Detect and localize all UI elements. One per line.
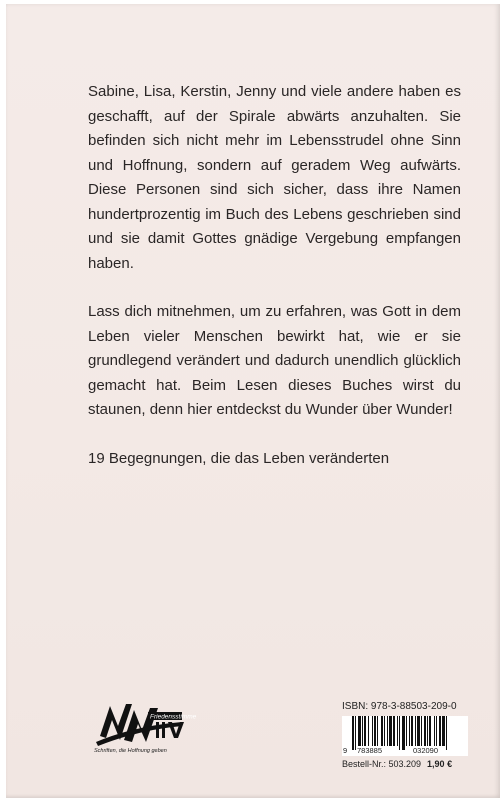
barcode-bar [402, 716, 405, 750]
order-number: Bestell-Nr.: 503.209 [342, 759, 422, 769]
publisher-logo-text: Friedensstimme [150, 713, 197, 721]
barcode-bar [415, 716, 416, 746]
barcode-bar [393, 716, 395, 746]
barcode-bar [384, 716, 385, 746]
barcode-bar [355, 716, 356, 750]
barcode-digits-right: 032090 [413, 746, 439, 755]
barcode [342, 716, 468, 756]
barcode-bar [364, 716, 366, 746]
barcode-bar [427, 716, 428, 746]
barcode-bar [387, 716, 388, 746]
price: 1,90 € [427, 759, 453, 769]
barcode-icon [342, 716, 468, 750]
barcode-bar [397, 716, 398, 746]
barcode-bar [362, 716, 363, 746]
barcode-bar [409, 716, 410, 746]
publisher-logo-icon [94, 696, 197, 748]
blurb-paragraph-1: Sabine, Lisa, Kerstin, Jenny und viele andere haben es geschafft, auf der Spirale abwärts anzuhalten. Sie befinden sich nicht mehr im Lebensstrudel ohne Sinn und Hoffnung, sondern auf geradem Weg aufwärts. Diese Personen sind sich sicher, dass ihre Namen hundertprozentig im Buch des Lebens geschrieben sind und sie damit Gottes gnädige Vergebung empfangen haben. [88, 83, 461, 272]
barcode-digits [342, 746, 468, 756]
barcode-bar [406, 716, 407, 746]
barcode-bar [439, 716, 441, 746]
barcode-digit-first: 9 [343, 746, 348, 755]
barcode-bar [421, 716, 422, 746]
order-line [342, 759, 472, 769]
barcode-bar [417, 716, 420, 746]
barcode-bar [446, 716, 447, 750]
barcode-digits-left: 783885 [357, 746, 383, 755]
barcode-bar [372, 716, 373, 746]
barcode-bar [381, 716, 383, 746]
blurb-paragraph-2: Lass dich mitnehmen, um zu erfahren, was Gott in dem Leben vieler Menschen bewirkt hat, wie er sie grundlegend verändert und dadurch unendlich glücklich gemacht hat. Beim Lesen dieses Buches wirst du staunen, denn hier entdeckst du Wunder über Wunder! [88, 303, 461, 418]
barcode-bar [352, 716, 354, 750]
barcode-bar [434, 716, 435, 746]
barcode-bar [442, 716, 445, 746]
barcode-bar [377, 716, 378, 746]
blurb-text [88, 80, 461, 495]
publisher-logo [94, 696, 197, 758]
barcode-bar [399, 716, 400, 750]
book-back-cover [6, 4, 500, 798]
barcode-bar [436, 716, 437, 746]
barcode-bar [424, 716, 426, 746]
blurb-paragraph-3: 19 Begegnungen, die das Leben veränderten [88, 449, 390, 467]
barcode-bar [411, 716, 413, 746]
barcode-bar [374, 716, 376, 746]
barcode-bar [389, 716, 392, 746]
barcode-bar [358, 716, 361, 746]
isbn-block [342, 701, 472, 769]
isbn-label: ISBN: 978-3-88503-209-0 [342, 701, 457, 712]
barcode-bar [429, 716, 431, 746]
publisher-tagline: Schriften, die Hoffnung geben [94, 748, 167, 754]
barcode-bar [368, 716, 369, 746]
